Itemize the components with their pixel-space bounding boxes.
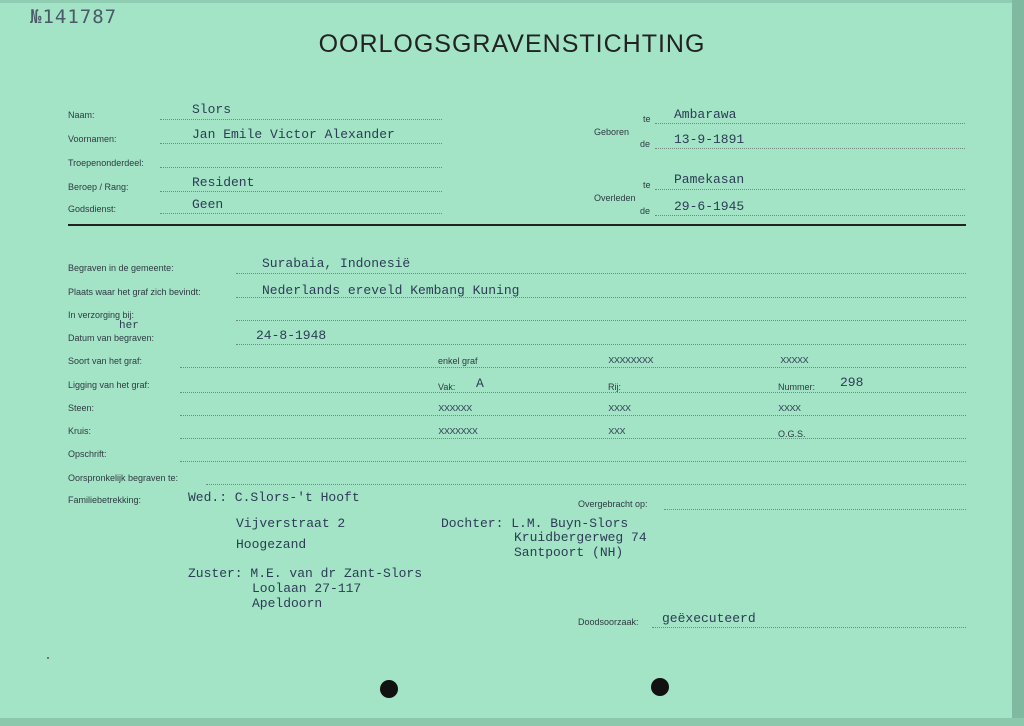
line-beroep bbox=[160, 191, 442, 192]
value-zuster-1: Zuster: M.E. van dr Zant-Slors bbox=[188, 566, 423, 581]
label-soort-graf: Soort van het graf: bbox=[68, 356, 143, 366]
label-verzorging: In verzorging bij: bbox=[68, 310, 135, 320]
line-overleden-te bbox=[655, 189, 965, 190]
value-plaats-graf: Nederlands ereveld Kembang Kuning bbox=[262, 283, 520, 298]
value-datum-begraven: 24-8-1948 bbox=[256, 328, 327, 343]
label-voornamen: Voornamen: bbox=[68, 134, 117, 144]
label-nummer: Nummer: bbox=[778, 382, 816, 392]
value-begraven-gemeente: Surabaia, Indonesië bbox=[262, 256, 411, 271]
label-opschrift: Opschrift: bbox=[68, 449, 107, 459]
label-troepenonderdeel: Troepenonderdeel: bbox=[68, 158, 144, 168]
label-ligging-graf: Ligging van het graf: bbox=[68, 380, 150, 390]
value-familie-1: Wed.: C.Slors-'t Hooft bbox=[188, 490, 360, 505]
value-geboren-de: 13-9-1891 bbox=[674, 132, 745, 147]
punch-hole-right bbox=[651, 678, 669, 696]
struck-steen-3: xxxx bbox=[778, 403, 801, 415]
card-edge-bottom bbox=[0, 718, 1024, 726]
label-oorspronkelijk: Oorspronkelijk begraven te: bbox=[68, 473, 179, 483]
line-kruis bbox=[180, 438, 966, 439]
label-overleden-te: te bbox=[643, 180, 651, 190]
value-dochter-2: Kruidbergerweg 74 bbox=[514, 530, 647, 545]
label-datum-begraven: Datum van begraven: bbox=[68, 333, 155, 343]
label-ogs: O.G.S. bbox=[778, 429, 806, 439]
label-overgebracht: Overgebracht op: bbox=[578, 499, 648, 509]
label-godsdienst: Godsdienst: bbox=[68, 204, 117, 214]
line-ligging-graf bbox=[180, 392, 966, 393]
value-dochter-1: Dochter: L.M. Buyn-Slors bbox=[441, 516, 629, 531]
card-number: №141787 bbox=[30, 6, 118, 28]
line-begraven-gemeente bbox=[236, 273, 966, 274]
value-overleden-te: Pamekasan bbox=[674, 172, 745, 187]
struck-kruis-1: xxxxxxx bbox=[438, 426, 478, 438]
value-naam: Slors bbox=[192, 102, 232, 117]
label-vak: Vak: bbox=[438, 382, 456, 392]
speck bbox=[47, 657, 49, 659]
value-dochter-3: Santpoort (NH) bbox=[514, 545, 624, 560]
label-beroep: Beroep / Rang: bbox=[68, 182, 129, 192]
label-geboren-de: de bbox=[640, 139, 651, 149]
line-troepenonderdeel bbox=[160, 167, 442, 168]
line-oorspronkelijk bbox=[206, 484, 966, 485]
card-title: OORLOGSGRAVENSTICHTING bbox=[318, 30, 706, 58]
value-zuster-3: Apeldoorn bbox=[252, 596, 323, 611]
value-doodsoorzaak: geëxecuteerd bbox=[662, 611, 756, 626]
struck-kruis-2: xxx bbox=[608, 426, 625, 438]
label-plaats-graf: Plaats waar het graf zich bevindt: bbox=[68, 287, 201, 297]
line-doodsoorzaak bbox=[652, 627, 966, 628]
label-overleden-de: de bbox=[640, 206, 651, 216]
punch-hole-left bbox=[380, 680, 398, 698]
line-soort-graf bbox=[180, 367, 966, 368]
line-geboren-te bbox=[655, 123, 965, 124]
label-naam: Naam: bbox=[68, 110, 95, 120]
line-opschrift bbox=[180, 461, 966, 462]
label-enkel-graf: enkel graf bbox=[438, 356, 478, 366]
line-plaats-graf bbox=[236, 297, 966, 298]
value-voornamen: Jan Emile Victor Alexander bbox=[192, 127, 395, 142]
line-overgebracht bbox=[664, 509, 966, 510]
line-steen bbox=[180, 415, 966, 416]
value-geboren-te: Ambarawa bbox=[674, 107, 737, 122]
struck-steen-1: xxxxxx bbox=[438, 403, 472, 415]
line-voornamen bbox=[160, 143, 442, 144]
line-naam bbox=[160, 119, 442, 120]
label-kruis: Kruis: bbox=[68, 426, 92, 436]
line-verzorging bbox=[236, 320, 966, 321]
value-overleden-de: 29-6-1945 bbox=[674, 199, 745, 214]
value-vak: A bbox=[476, 376, 484, 391]
struck-steen-2: xxxx bbox=[608, 403, 631, 415]
line-geboren-de bbox=[655, 148, 965, 149]
label-geboren: Geboren bbox=[594, 127, 630, 137]
label-overleden: Overleden bbox=[594, 193, 636, 203]
value-nummer: 298 bbox=[840, 375, 864, 390]
value-familie-2: Vijverstraat 2 bbox=[236, 516, 346, 531]
line-datum-begraven bbox=[236, 344, 966, 345]
label-rij: Rij: bbox=[608, 382, 621, 392]
value-beroep: Resident bbox=[192, 175, 255, 190]
value-datum-her: her bbox=[119, 320, 139, 332]
label-begraven-gemeente: Begraven in de gemeente: bbox=[68, 263, 174, 273]
value-godsdienst: Geen bbox=[192, 197, 224, 212]
value-familie-3: Hoogezand bbox=[236, 537, 307, 552]
value-zuster-2: Loolaan 27-117 bbox=[252, 581, 362, 596]
label-steen: Steen: bbox=[68, 403, 95, 413]
line-overleden-de bbox=[655, 215, 965, 216]
struck-soort-1: xxxxxxxx bbox=[608, 355, 653, 367]
label-geboren-te: te bbox=[643, 114, 651, 124]
section-divider bbox=[68, 224, 966, 226]
card-edge-top bbox=[0, 0, 1024, 3]
struck-soort-2: xxxxx bbox=[780, 355, 809, 367]
label-doodsoorzaak: Doodsoorzaak: bbox=[578, 617, 639, 627]
card-edge-right bbox=[1012, 0, 1024, 726]
label-familie: Familiebetrekking: bbox=[68, 495, 142, 505]
line-godsdienst bbox=[160, 213, 442, 214]
